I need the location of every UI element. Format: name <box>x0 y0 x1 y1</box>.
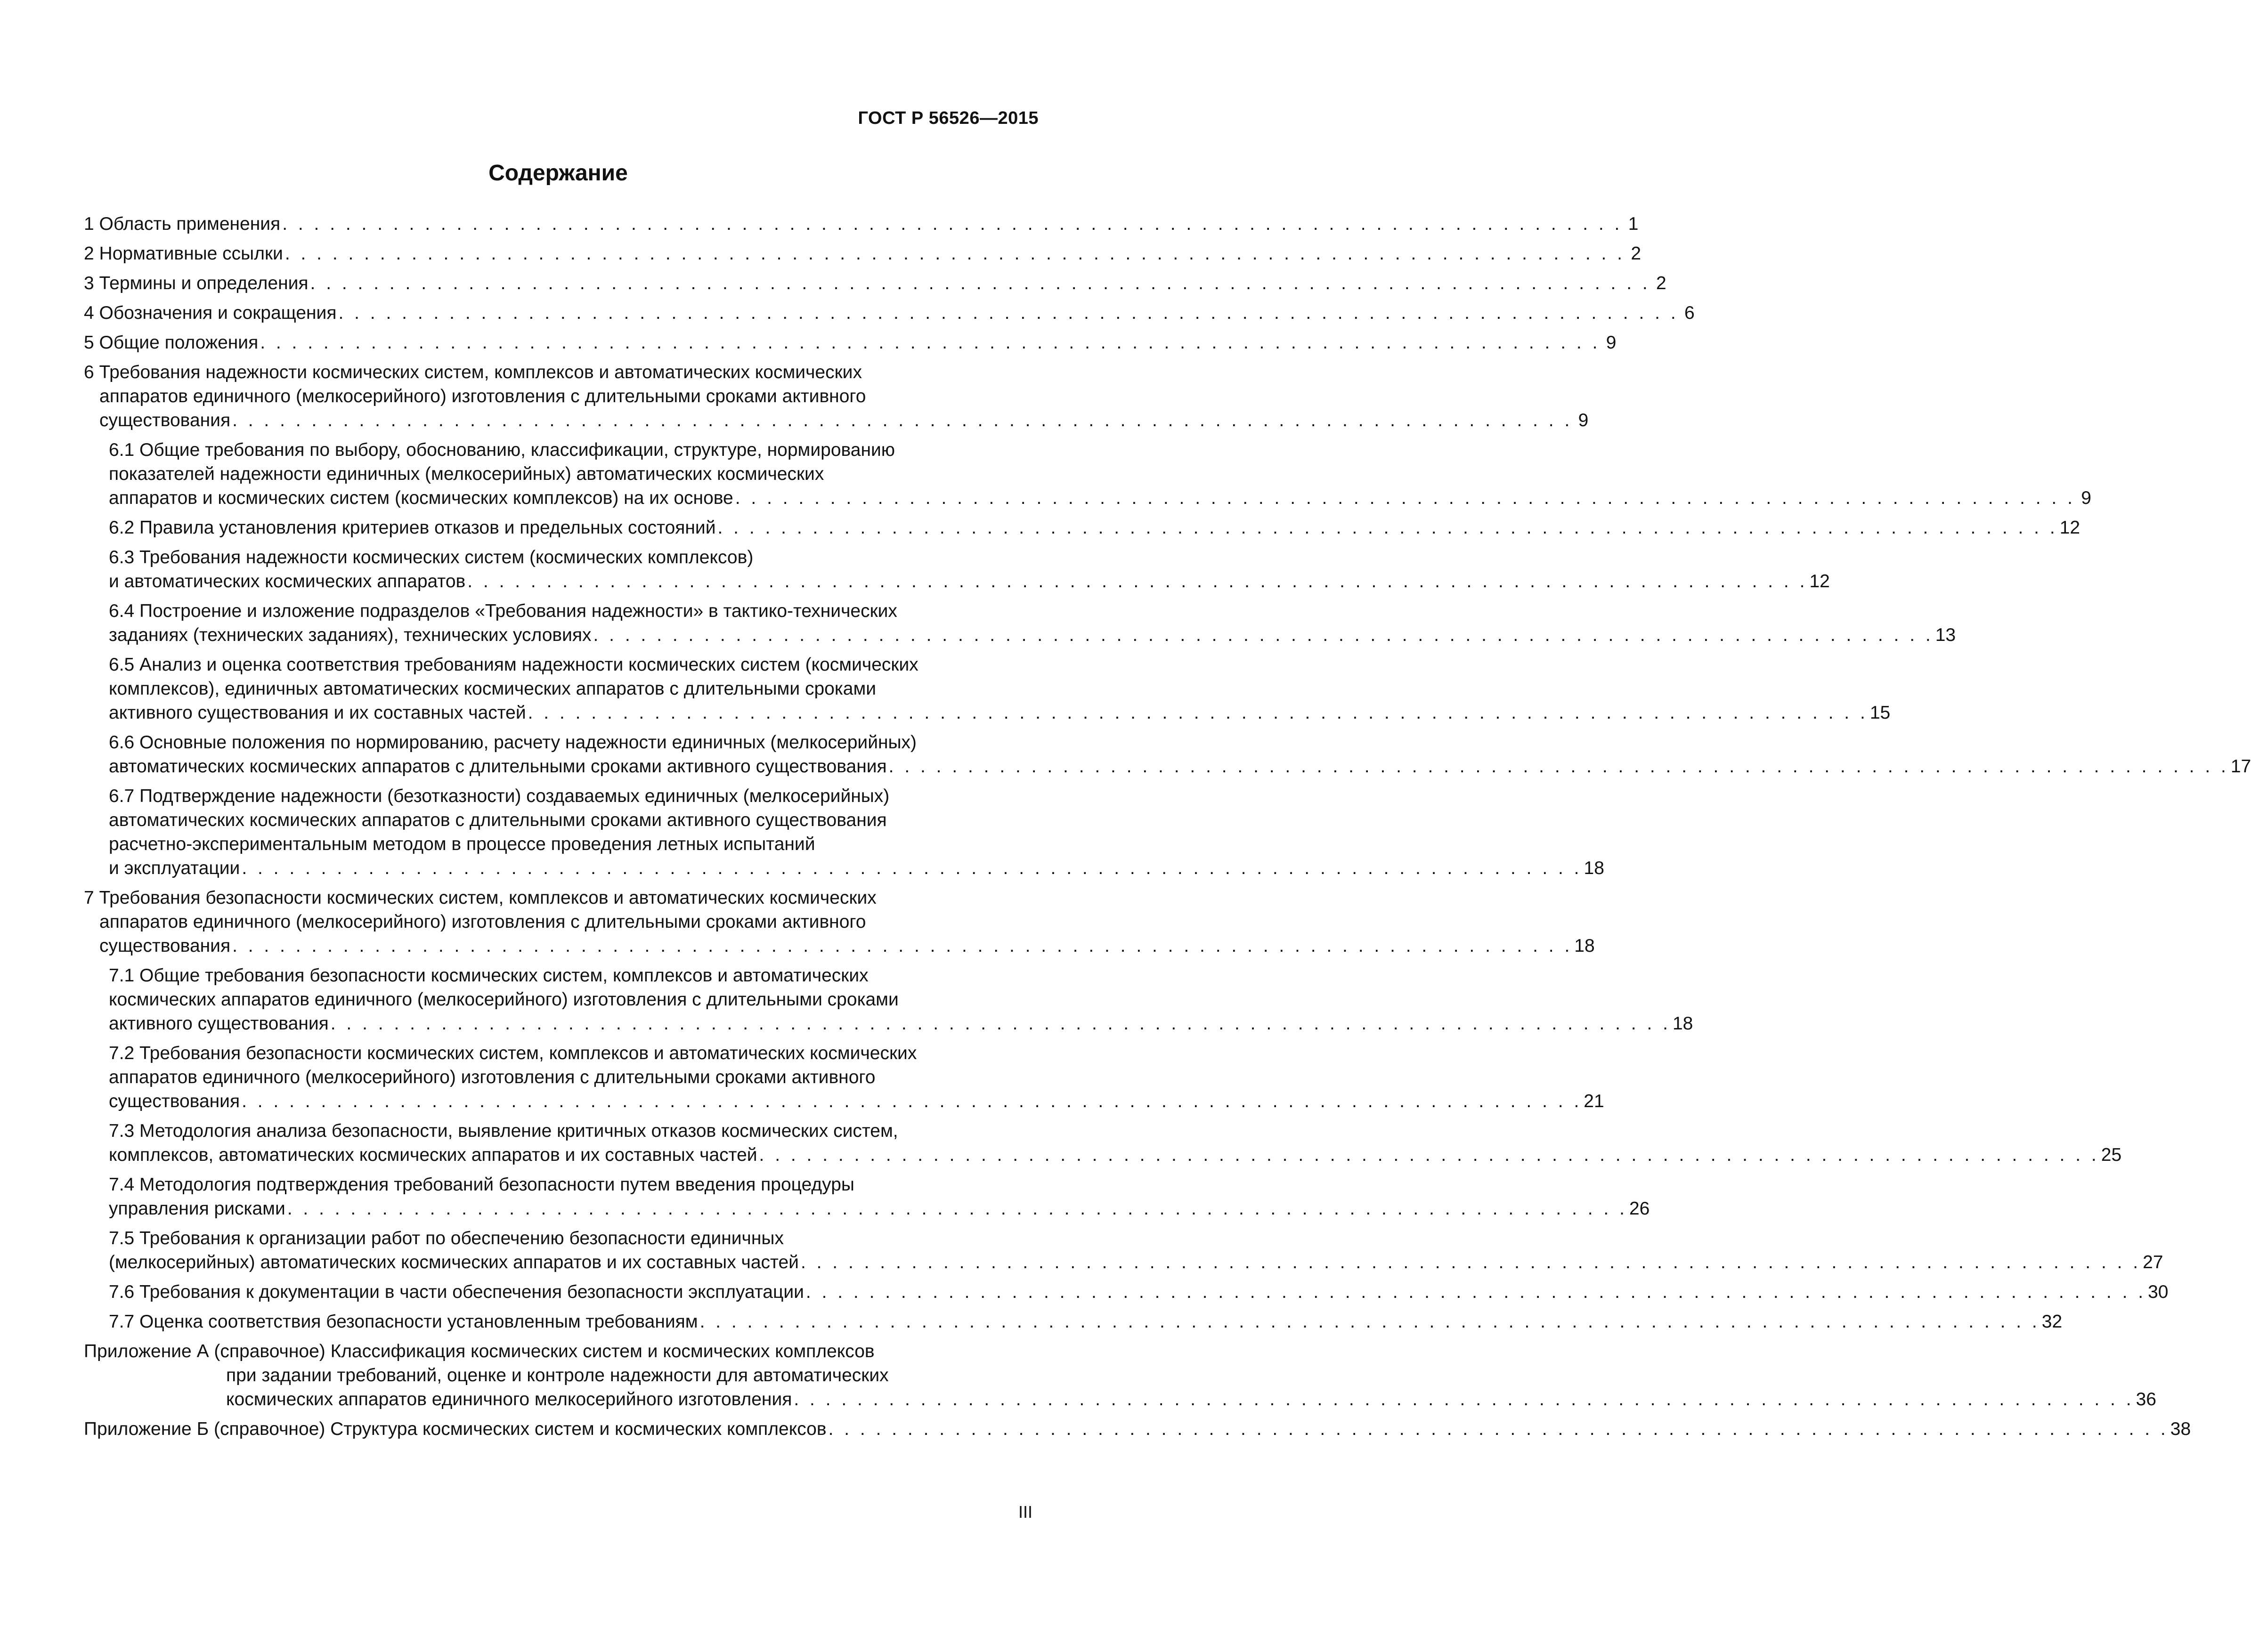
toc-entry-line: 6.5 Анализ и оценка соответствия требованиям надежности космических систем (космических <box>109 655 918 675</box>
toc-entry-line: при задании требований, оценке и контроле надежности для автоматических <box>226 1365 889 1385</box>
page-number: III <box>1018 1502 1032 1522</box>
toc-page-number: 12 <box>2059 518 2080 538</box>
toc-page-number: 15 <box>1869 703 1891 723</box>
toc-entry-line: Приложение А (справочное) Классификация космических систем и космических комплексов <box>84 1341 875 1361</box>
toc-entry-line: 7.5 Требования к организации работ по обеспечению безопасности единичных <box>109 1228 784 1248</box>
toc-entry-title: активного существования и их составных частей <box>109 703 526 723</box>
toc-entry-line: 7.2 Требования безопасности космических систем, комплексов и автоматических космических <box>109 1043 917 1063</box>
toc-entry-title: 2 Нормативные ссылки <box>84 243 283 264</box>
toc-entry[interactable] <box>84 301 1695 325</box>
toc-entry[interactable] <box>84 438 2091 510</box>
document-code: ГОСТ Р 56526—2015 <box>858 108 1039 128</box>
leader-dots: . . . . . . . . . . . . . . . . . . . . . . . . . . . . . . . . . . . . . . . . . . . . . . . . . . . . . . . . . . . . . . . . . . . . . . . . . . . . . . . . . . . . . <box>888 756 2229 777</box>
toc-title: Содержание <box>488 161 628 186</box>
toc-page-number: 36 <box>2136 1389 2156 1409</box>
leader-dots: . . . . . . . . . . . . . . . . . . . . . . . . . . . . . . . . . . . . . . . . . . . . . . . . . . . . . . . . . . . . . . . . . . . . . . . . . . . . . . . . . . . . . <box>282 214 1623 234</box>
toc-entry-line: 7.4 Методология подтверждения требований безопасности путем введения процедуры <box>109 1174 854 1195</box>
toc-entry[interactable] <box>84 1119 2122 1167</box>
toc-entry-title: активного существования <box>109 1013 329 1034</box>
toc-page-number: 6 <box>1684 303 1695 323</box>
toc-entry-line: аппаратов единичного (мелкосерийного) изготовления с длительными сроками активного <box>99 386 866 406</box>
leader-dots: . . . . . . . . . . . . . . . . . . . . . . . . . . . . . . . . . . . . . . . . . . . . . . . . . . . . . . . . . . . . . . . . . . . . . . . . . . . . . . . . . . . . . <box>467 571 1808 591</box>
toc-page-number: 18 <box>1574 936 1595 956</box>
toc-entry-line: расчетно-экспериментальным методом в процессе проведения летных испытаний <box>109 834 815 854</box>
toc-entry-title: 1 Область применения <box>84 214 281 234</box>
toc-entry[interactable] <box>84 516 2080 540</box>
leader-dots: . . . . . . . . . . . . . . . . . . . . . . . . . . . . . . . . . . . . . . . . . . . . . . . . . . . . . . . . . . . . . . . . . . . . . . . . . . . . . . . . . . . . . <box>735 488 2075 508</box>
toc-entry[interactable] <box>84 331 1617 355</box>
toc-entry-title: управления рисками <box>109 1199 285 1219</box>
leader-dots: . . . . . . . . . . . . . . . . . . . . . . . . . . . . . . . . . . . . . . . . . . . . . . . . . . . . . . . . . . . . . . . . . . . . . . . . . . . . . . . . . . . . . <box>232 410 1573 430</box>
toc-entry[interactable] <box>84 1417 2191 1441</box>
toc-page-number: 12 <box>1809 571 1830 591</box>
leader-dots: . . . . . . . . . . . . . . . . . . . . . . . . . . . . . . . . . . . . . . . . . . . . . . . . . . . . . . . . . . . . . . . . . . . . . . . . . . . . . . . . . . . . . <box>287 1199 1627 1219</box>
toc-entry-title: Приложение Б (справочное) Структура космических систем и космических комплексов <box>84 1419 827 1439</box>
leader-dots: . . . . . . . . . . . . . . . . . . . . . . . . . . . . . . . . . . . . . . . . . . . . . . . . . . . . . . . . . . . . . . . . . . . . . . . . . . . . . . . . . . . . . <box>759 1145 2099 1165</box>
leader-dots: . . . . . . . . . . . . . . . . . . . . . . . . . . . . . . . . . . . . . . . . . . . . . . . . . . . . . . . . . . . . . . . . . . . . . . . . . . . . . . . . . . . . . <box>805 1282 2146 1302</box>
leader-dots: . . . . . . . . . . . . . . . . . . . . . . . . . . . . . . . . . . . . . . . . . . . . . . . . . . . . . . . . . . . . . . . . . . . . . . . . . . . . . . . . . . . . . <box>284 243 1625 264</box>
toc-page-number: 30 <box>2148 1282 2169 1302</box>
toc-entry[interactable] <box>84 730 2251 778</box>
toc-entry[interactable] <box>84 1041 1604 1113</box>
toc-page-number: 9 <box>2081 488 2091 508</box>
toc-entry-title: существования <box>99 936 231 956</box>
toc-entry[interactable] <box>84 242 1642 266</box>
toc-entry-line: 6.1 Общие требования по выбору, обоснованию, классификации, структуре, нормированию <box>109 440 895 460</box>
toc-entry[interactable] <box>84 360 1589 432</box>
toc-entry-line: 7.3 Методология анализа безопасности, выявление критичных отказов космических систем, <box>109 1121 898 1141</box>
toc-page-number: 38 <box>2170 1419 2191 1439</box>
toc-entry[interactable] <box>84 964 1693 1036</box>
toc-page-number: 27 <box>2143 1252 2163 1272</box>
toc-page-number: 9 <box>1578 410 1589 430</box>
table-of-contents <box>84 212 2251 1447</box>
toc-entry-title: 3 Термины и определения <box>84 273 309 293</box>
toc-page-number: 25 <box>2101 1145 2122 1165</box>
toc-page-number: 26 <box>1629 1199 1650 1219</box>
toc-page-number: 9 <box>1606 332 1617 353</box>
toc-entry-title: 4 Обозначения и сокращения <box>84 303 337 323</box>
toc-page-number: 2 <box>1656 273 1666 293</box>
toc-entry-title: 7.7 Оценка соответствия безопасности установленным требованиям <box>109 1312 698 1332</box>
leader-dots: . . . . . . . . . . . . . . . . . . . . . . . . . . . . . . . . . . . . . . . . . . . . . . . . . . . . . . . . . . . . . . . . . . . . . . . . . . . . . . . . . . . . . <box>310 273 1650 293</box>
toc-entry-line: 6.6 Основные положения по нормированию, расчету надежности единичных (мелкосерийных) <box>109 732 917 753</box>
toc-entry-title: аппаратов и космических систем (космических комплексов) на их основе <box>109 488 733 508</box>
toc-page-number: 13 <box>1935 625 1956 645</box>
toc-entry-title: автоматических космических аппаратов с длительными сроками активного существования <box>109 756 887 777</box>
toc-entry-line: показателей надежности единичных (мелкосерийных) автоматических космических <box>109 464 824 484</box>
leader-dots: . . . . . . . . . . . . . . . . . . . . . . . . . . . . . . . . . . . . . . . . . . . . . . . . . . . . . . . . . . . . . . . . . . . . . . . . . . . . . . . . . . . . . <box>828 1419 2169 1439</box>
toc-entry-line: аппаратов единичного (мелкосерийного) изготовления с длительными сроками активного <box>109 1067 876 1087</box>
toc-entry[interactable] <box>84 1310 2063 1334</box>
toc-entry-line: 7 Требования безопасности космических систем, комплексов и автоматических космических <box>84 888 877 908</box>
toc-entry-title: существования <box>99 410 231 430</box>
toc-entry-title: (мелкосерийных) автоматических космических аппаратов и их составных частей <box>109 1252 799 1272</box>
leader-dots: . . . . . . . . . . . . . . . . . . . . . . . . . . . . . . . . . . . . . . . . . . . . . . . . . . . . . . . . . . . . . . . . . . . . . . . . . . . . . . . . . . . . . <box>699 1312 2040 1332</box>
leader-dots: . . . . . . . . . . . . . . . . . . . . . . . . . . . . . . . . . . . . . . . . . . . . . . . . . . . . . . . . . . . . . . . . . . . . . . . . . . . . . . . . . . . . . <box>242 1091 1582 1111</box>
toc-entry-line: автоматических космических аппаратов с длительными сроками активного существования <box>109 810 887 830</box>
leader-dots: . . . . . . . . . . . . . . . . . . . . . . . . . . . . . . . . . . . . . . . . . . . . . . . . . . . . . . . . . . . . . . . . . . . . . . . . . . . . . . . . . . . . . <box>260 332 1601 353</box>
toc-entry-line: 6.7 Подтверждение надежности (безотказности) создаваемых единичных (мелкосерийных) <box>109 786 890 806</box>
toc-entry-title: комплексов, автоматических космических аппаратов и их составных частей <box>109 1145 757 1165</box>
toc-entry-line: 6.3 Требования надежности космических систем (космических комплексов) <box>109 547 754 567</box>
toc-entry-line: космических аппаратов единичного (мелкосерийного) изготовления с длительными сроками <box>109 989 899 1010</box>
toc-entry-title: космических аппаратов единичного мелкосерийного изготовления <box>226 1389 792 1409</box>
toc-entry-line: комплексов), единичных автоматических космических аппаратов с длительными сроками <box>109 679 877 699</box>
toc-entry[interactable] <box>84 1173 1650 1221</box>
leader-dots: . . . . . . . . . . . . . . . . . . . . . . . . . . . . . . . . . . . . . . . . . . . . . . . . . . . . . . . . . . . . . . . . . . . . . . . . . . . . . . . . . . . . . <box>242 858 1582 878</box>
toc-page-number: 32 <box>2041 1312 2063 1332</box>
toc-entry[interactable] <box>84 212 1639 236</box>
toc-page-number: 1 <box>1628 214 1639 234</box>
toc-entry[interactable] <box>84 1280 2169 1304</box>
toc-entry[interactable] <box>84 653 1891 725</box>
leader-dots: . . . . . . . . . . . . . . . . . . . . . . . . . . . . . . . . . . . . . . . . . . . . . . . . . . . . . . . . . . . . . . . . . . . . . . . . . . . . . . . . . . . . . <box>717 518 2058 538</box>
toc-entry[interactable] <box>84 1226 2163 1274</box>
toc-entry-title: и автоматических космических аппаратов <box>109 571 466 591</box>
toc-entry-line: аппаратов единичного (мелкосерийного) изготовления с длительными сроками активного <box>99 912 866 932</box>
leader-dots: . . . . . . . . . . . . . . . . . . . . . . . . . . . . . . . . . . . . . . . . . . . . . . . . . . . . . . . . . . . . . . . . . . . . . . . . . . . . . . . . . . . . . <box>338 303 1679 323</box>
toc-page-number: 17 <box>2230 756 2251 777</box>
leader-dots: . . . . . . . . . . . . . . . . . . . . . . . . . . . . . . . . . . . . . . . . . . . . . . . . . . . . . . . . . . . . . . . . . . . . . . . . . . . . . . . . . . . . . <box>794 1389 2134 1409</box>
toc-entry-title: 7.6 Требования к документации в части обеспечения безопасности эксплуатации <box>109 1282 804 1302</box>
toc-entry-line: 6.4 Построение и изложение подразделов «Требования надежности» в тактико-технических <box>109 601 897 621</box>
toc-page-number: 2 <box>1631 243 1642 264</box>
toc-entry[interactable] <box>84 599 1956 647</box>
toc-entry[interactable] <box>84 886 1595 958</box>
toc-entry[interactable] <box>84 784 1604 880</box>
toc-entry-line: 7.1 Общие требования безопасности космических систем, комплексов и автоматических <box>109 965 869 986</box>
toc-entry-line: 6 Требования надежности космических систем, комплексов и автоматических космических <box>84 362 862 382</box>
leader-dots: . . . . . . . . . . . . . . . . . . . . . . . . . . . . . . . . . . . . . . . . . . . . . . . . . . . . . . . . . . . . . . . . . . . . . . . . . . . . . . . . . . . . . <box>330 1013 1671 1034</box>
toc-page-number: 18 <box>1584 858 1604 878</box>
toc-entry-title: 5 Общие положения <box>84 332 259 353</box>
leader-dots: . . . . . . . . . . . . . . . . . . . . . . . . . . . . . . . . . . . . . . . . . . . . . . . . . . . . . . . . . . . . . . . . . . . . . . . . . . . . . . . . . . . . . <box>528 703 1868 723</box>
toc-entry[interactable] <box>84 1339 2156 1411</box>
toc-entry-title: 6.2 Правила установления критериев отказов и предельных состояний <box>109 518 716 538</box>
toc-entry-title: существования <box>109 1091 240 1111</box>
toc-entry[interactable] <box>84 545 1830 593</box>
leader-dots: . . . . . . . . . . . . . . . . . . . . . . . . . . . . . . . . . . . . . . . . . . . . . . . . . . . . . . . . . . . . . . . . . . . . . . . . . . . . . . . . . . . . . <box>593 625 1934 645</box>
toc-entry[interactable] <box>84 271 1666 295</box>
toc-page-number: 18 <box>1672 1013 1693 1034</box>
toc-page-number: 21 <box>1584 1091 1604 1111</box>
toc-entry-title: и эксплуатации <box>109 858 240 878</box>
leader-dots: . . . . . . . . . . . . . . . . . . . . . . . . . . . . . . . . . . . . . . . . . . . . . . . . . . . . . . . . . . . . . . . . . . . . . . . . . . . . . . . . . . . . . <box>232 936 1573 956</box>
leader-dots: . . . . . . . . . . . . . . . . . . . . . . . . . . . . . . . . . . . . . . . . . . . . . . . . . . . . . . . . . . . . . . . . . . . . . . . . . . . . . . . . . . . . . <box>800 1252 2141 1272</box>
toc-entry-title: заданиях (технических заданиях), технических условиях <box>109 625 592 645</box>
